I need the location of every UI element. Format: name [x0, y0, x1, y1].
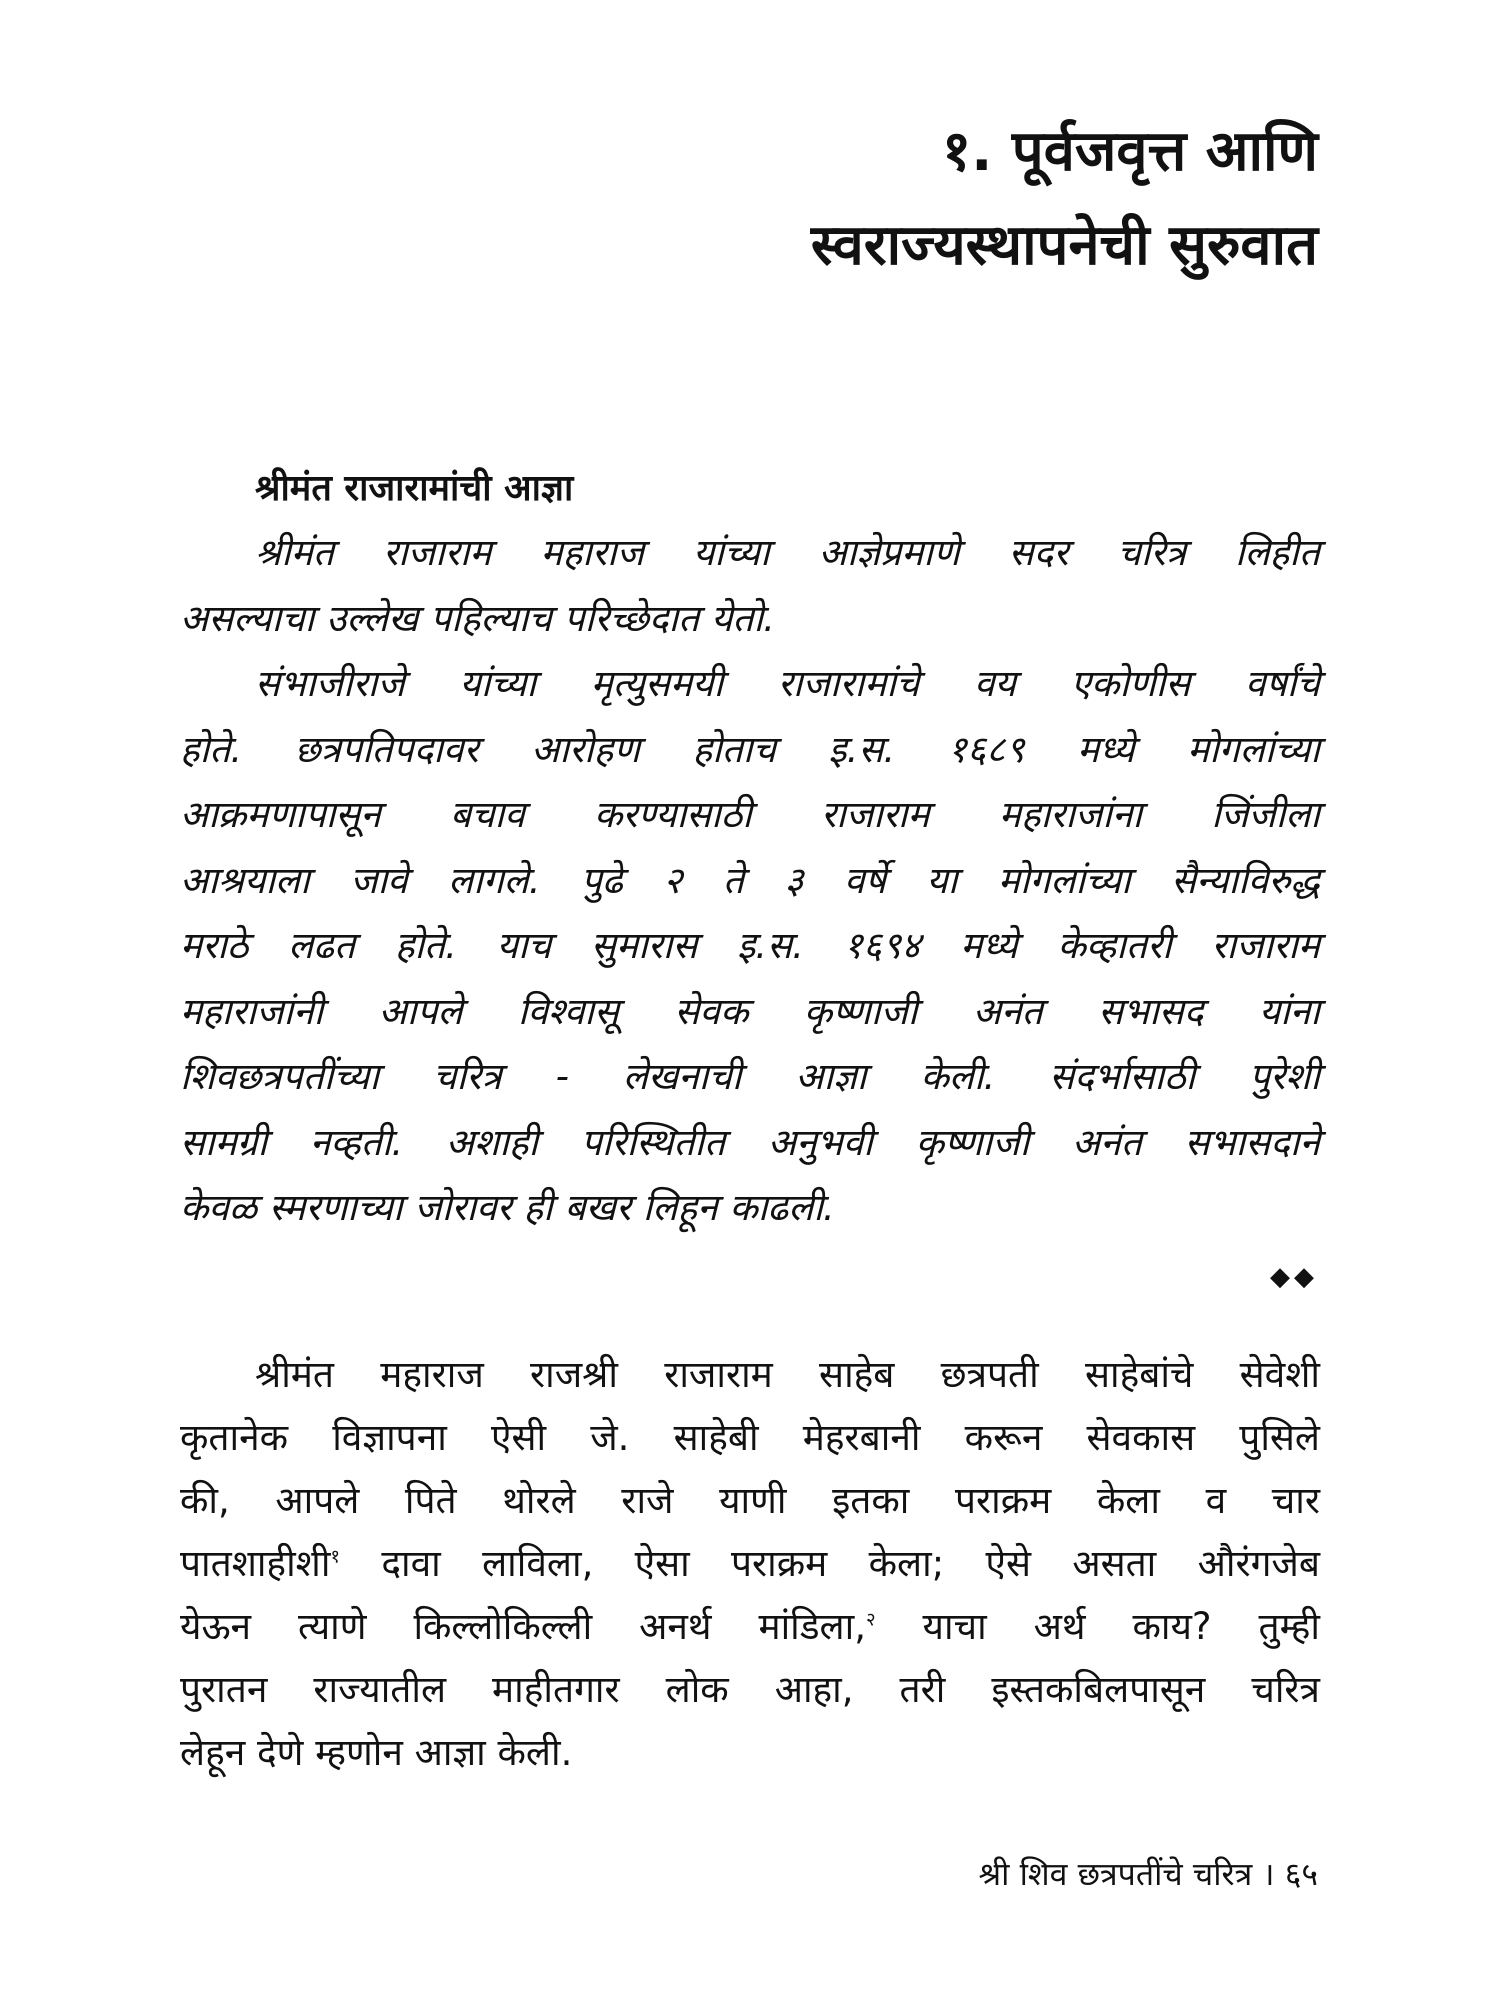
text-line: की, आपले पिते थोरले राजे याणी इतका पराक्रम केला व चार [180, 1479, 1320, 1522]
text-line: सामग्री नव्हती. अशाही परिस्थितीत अनुभवी कृष्णाजी अनंत सभासदाने [180, 1120, 1320, 1164]
chapter-title-line-2: स्वराज्यस्थापनेची सुरुवात [810, 213, 1318, 278]
text-fragment: दावा लाविला, ऐसा पराक्रम केला; ऐसे असता औरंगजेब [340, 1542, 1320, 1585]
chapter-title-line-1: १. पूर्वजवृत्त आणि [942, 119, 1318, 184]
section-heading: श्रीमंत राजारामांची आज्ञा [255, 468, 574, 509]
text-line: शिवछत्रपतींच्या चरित्र - लेखनाची आज्ञा केली. संदर्भासाठी पुरेशी [180, 1055, 1320, 1098]
text-line: पुरातन राज्यातील माहीतगार लोक आहा, तरी इस्तकबिलपासून चरित्र [180, 1668, 1320, 1711]
text-line: श्रीमंत राजाराम महाराज यांच्या आज्ञेप्रमाणे सदर चरित्र लिहीत [255, 531, 1320, 574]
text-line: केवळ स्मरणाच्या जोरावर ही बखर लिहून काढली. [180, 1186, 835, 1229]
text-line-with-footnote [180, 1595, 1320, 1658]
chapter-title [811, 105, 1318, 293]
commentary-paragraphs [180, 520, 1320, 1241]
text-line: मराठे लढत होते. याच सुमारास इ.स. १६९४ मध्ये केव्हातरी राजाराम [180, 924, 1320, 967]
text-line: होते. छत्रपतिपदावर आरोहण होताच इ.स. १६८९ मध्ये मोगलांच्या [180, 727, 1320, 771]
text-fragment: येऊन त्याणे किल्लोकिल्ली अनर्थ मांडिला, [180, 1605, 866, 1648]
ornament-divider-icon: ◆◆ [1270, 1262, 1318, 1292]
text-line: आक्रमणापासून बचाव करण्यासाठी राजाराम महाराजांना जिंजीला [180, 793, 1320, 836]
text-line: कृतानेक विज्ञापना ऐसी जे. साहेबी मेहरबानी करून सेवकास पुसिले [180, 1416, 1320, 1459]
text-line: असल्याचा उल्लेख पहिल्याच परिच्छेदात येतो. [180, 596, 775, 640]
text-line: महाराजांनी आपले विश्वासू सेवक कृष्णाजी अनंत सभासद यांना [180, 989, 1320, 1033]
footnote-marker: २ [866, 1609, 876, 1631]
quoted-paragraph [180, 1343, 1320, 1784]
text-line: लेहून देणे म्हणोन आज्ञा केली. [180, 1731, 573, 1774]
text-fragment: पातशाहीशी [180, 1542, 331, 1585]
text-line: संभाजीराजे यांच्या मृत्युसमयी राजारामांचे वय एकोणीस वर्षांचे [255, 662, 1320, 705]
text-line: श्रीमंत महाराज राजश्री राजाराम साहेब छत्रपती साहेबांचे सेवेशी [255, 1353, 1320, 1396]
footnote-marker: १ [330, 1546, 341, 1568]
page-footer: श्री शिव छत्रपतींचे चरित्र । ६५ [978, 1855, 1318, 1893]
text-fragment: याचा अर्थ काय? तुम्ही [875, 1605, 1320, 1648]
text-line-with-footnote [180, 1532, 1320, 1595]
text-line: आश्रयाला जावे लागले. पुढे २ ते ३ वर्षे या मोगलांच्या सैन्याविरुद्ध [180, 858, 1320, 902]
